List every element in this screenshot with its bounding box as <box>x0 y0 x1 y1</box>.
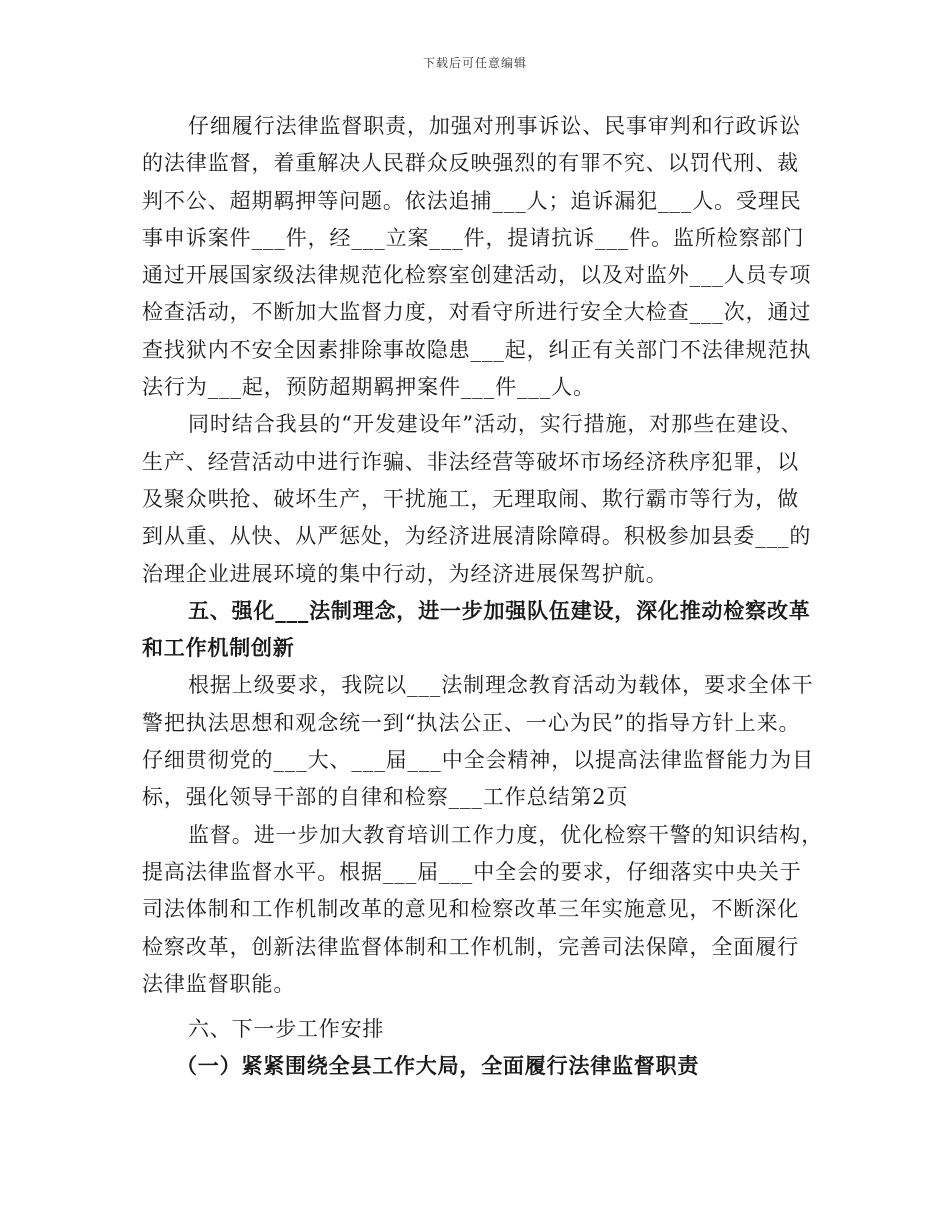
paragraph-line: 提高法律监督水平。根据___届___中全会的要求，仔细落实中央关于 <box>142 859 802 884</box>
section-heading-continuation: 和工作机制创新 <box>142 636 295 661</box>
paragraph-line: 的法律监督，着重解决人民群众反映强烈的有罪不究、以罚代刑、裁 <box>142 151 799 176</box>
paragraph-line: 法行为___起，预防超期羁押案件___件___人。 <box>142 375 595 400</box>
document-body <box>142 108 832 1086</box>
paragraph-line: 法律监督职能。 <box>142 971 296 996</box>
paragraph-line: 事申诉案件___件，经___立案___件，提请抗诉___件。监所检察部门 <box>142 225 805 250</box>
paragraph-line: 仔细贯彻党的___大、___届___中全会精神，以提高法律监督能力为目 <box>142 748 814 773</box>
paragraph-line: 到从重、从快、从严惩处，为经济进展清除障碍。积极参加县委___的 <box>142 524 812 549</box>
section-heading: 五、强化___法制理念，进一步加强队伍建设，深化推动检察改革 <box>188 598 811 623</box>
page-header-note: 下载后可任意编辑 <box>422 56 527 70</box>
paragraph-line: 判不公、超期羁押等问题。依法追捕___人；追诉漏犯___人。受理民 <box>142 188 802 213</box>
subsection-heading: （一）紧紧围绕全县工作大局，全面履行法律监督职责 <box>176 1054 700 1079</box>
paragraph-line: 警把执法思想和观念统一到“执法公正、一心为民”的指导方针上来。 <box>142 710 801 735</box>
paragraph-line: 检察改革，创新法律监督体制和工作机制，完善司法保障，全面履行 <box>142 934 799 959</box>
paragraph-line: 通过开展国家级法律规范化检察室创建活动，以及对监外___人员专项 <box>142 263 812 288</box>
paragraph-line: 仔细履行法律监督职责，加强对刑事诉讼、民事审判和行政诉讼 <box>188 114 802 138</box>
paragraph-line: 检查活动，不断加大监督力度，对看守所进行安全大检查___次，通过 <box>142 300 812 325</box>
paragraph-line: 同时结合我县的“开发建设年”活动，实行措施，对那些在建设、 <box>188 412 803 437</box>
paragraph-line: 生产、经营活动中进行诈骗、非法经营等破坏市场经济秩序犯罪，以 <box>142 449 799 474</box>
paragraph-line: 标，强化领导干部的自律和检察___工作总结第2页 <box>142 785 629 810</box>
paragraph-line: 监督。进一步加大教育培训工作力度，优化检察干警的知识结构， <box>188 822 824 847</box>
paragraph-line: 查找狱内不安全因素排除事故隐患___起，纠正有关部门不法律规范执 <box>142 337 812 362</box>
paragraph-line: 及聚众哄抢、破坏生产，干扰施工，无理取闹、欺行霸市等行为，做 <box>142 486 799 511</box>
paragraph-line: 司法体制和工作机制改革的意见和检察改革三年实施意见，不断深化 <box>142 897 799 922</box>
paragraph-line: 治理企业进展环境的集中行动，为经济进展保驾护航。 <box>142 561 668 586</box>
paragraph-line: 根据上级要求，我院以___法制理念教育活动为载体，要求全体干 <box>188 673 814 698</box>
section-heading: 六、下一步工作安排 <box>188 1017 385 1042</box>
